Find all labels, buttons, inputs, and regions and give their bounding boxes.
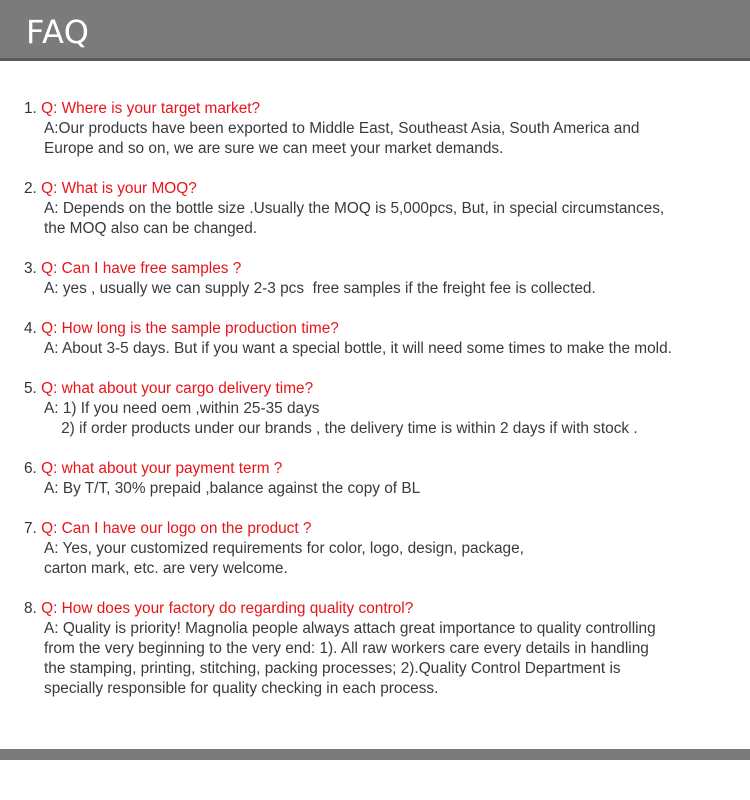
faq-item [24, 259, 739, 299]
faq-question-text: Q: what about your cargo delivery time? [41, 380, 314, 397]
faq-question [24, 179, 739, 199]
faq-answer-line: 2) if order products under our brands , the delivery time is within 2 days if with stock . [44, 420, 638, 437]
faq-answer-line: specially responsible for quality checking in each process. [44, 680, 439, 697]
faq-answer-line: A: yes , usually we can supply 2-3 pcs free samples if the freight fee is collected. [44, 280, 596, 297]
faq-question [24, 519, 739, 539]
faq-answer [24, 619, 739, 699]
faq-question [24, 379, 739, 399]
faq-answer-line: A: About 3-5 days. But if you want a special bottle, it will need some times to make the mold. [44, 340, 672, 357]
page-title: FAQ [26, 13, 90, 51]
faq-question [24, 259, 739, 279]
faq-answer-line: the stamping, printing, stitching, packing processes; 2).Quality Control Department is [44, 660, 621, 677]
faq-answer [24, 199, 739, 239]
faq-number: 6. [24, 460, 37, 477]
faq-item [24, 99, 739, 159]
faq-answer [24, 339, 739, 359]
faq-question-text: Q: How does your factory do regarding quality control? [41, 600, 414, 617]
faq-item [24, 179, 739, 239]
faq-answer [24, 479, 739, 499]
faq-list [24, 99, 739, 719]
faq-answer [24, 119, 739, 159]
faq-question [24, 99, 739, 119]
faq-answer-line: carton mark, etc. are very welcome. [44, 560, 288, 577]
faq-answer-line: from the very beginning to the very end: 1). All raw workers care every details in handling [44, 640, 649, 657]
faq-answer [24, 539, 739, 579]
faq-item [24, 379, 739, 439]
footer-divider [0, 749, 750, 760]
faq-number: 5. [24, 380, 37, 397]
faq-question-text: Q: Can I have free samples ? [41, 260, 242, 277]
faq-header [0, 0, 750, 61]
faq-number: 3. [24, 260, 37, 277]
faq-answer-line: A: By T/T, 30% prepaid ,balance against the copy of BL [44, 480, 421, 497]
faq-answer-line: A: 1) If you need oem ,within 25-35 days [44, 400, 320, 417]
faq-number: 1. [24, 100, 37, 117]
faq-answer-line: A:Our products have been exported to Middle East, Southeast Asia, South America and [44, 120, 640, 137]
faq-question [24, 459, 739, 479]
faq-item [24, 519, 739, 579]
faq-number: 7. [24, 520, 37, 537]
faq-question [24, 599, 739, 619]
faq-question-text: Q: What is your MOQ? [41, 180, 197, 197]
faq-item [24, 599, 739, 699]
faq-answer [24, 399, 739, 439]
faq-question-text: Q: Can I have our logo on the product ? [41, 520, 312, 537]
faq-item [24, 459, 739, 499]
faq-answer-line: A: Depends on the bottle size .Usually the MOQ is 5,000pcs, But, in special circumstances, [44, 200, 665, 217]
faq-number: 2. [24, 180, 37, 197]
faq-answer-line: Europe and so on, we are sure we can meet your market demands. [44, 140, 504, 157]
faq-answer [24, 279, 739, 299]
faq-question-text: Q: what about your payment term ? [41, 460, 283, 477]
faq-question-text: Q: Where is your target market? [41, 100, 261, 117]
faq-item [24, 319, 739, 359]
faq-number: 4. [24, 320, 37, 337]
faq-number: 8. [24, 600, 37, 617]
faq-answer-line: A: Quality is priority! Magnolia people always attach great importance to quality controlling [44, 620, 656, 637]
faq-question-text: Q: How long is the sample production time? [41, 320, 339, 337]
faq-answer-line: A: Yes, your customized requirements for color, logo, design, package, [44, 540, 524, 557]
faq-question [24, 319, 739, 339]
faq-answer-line: the MOQ also can be changed. [44, 220, 258, 237]
